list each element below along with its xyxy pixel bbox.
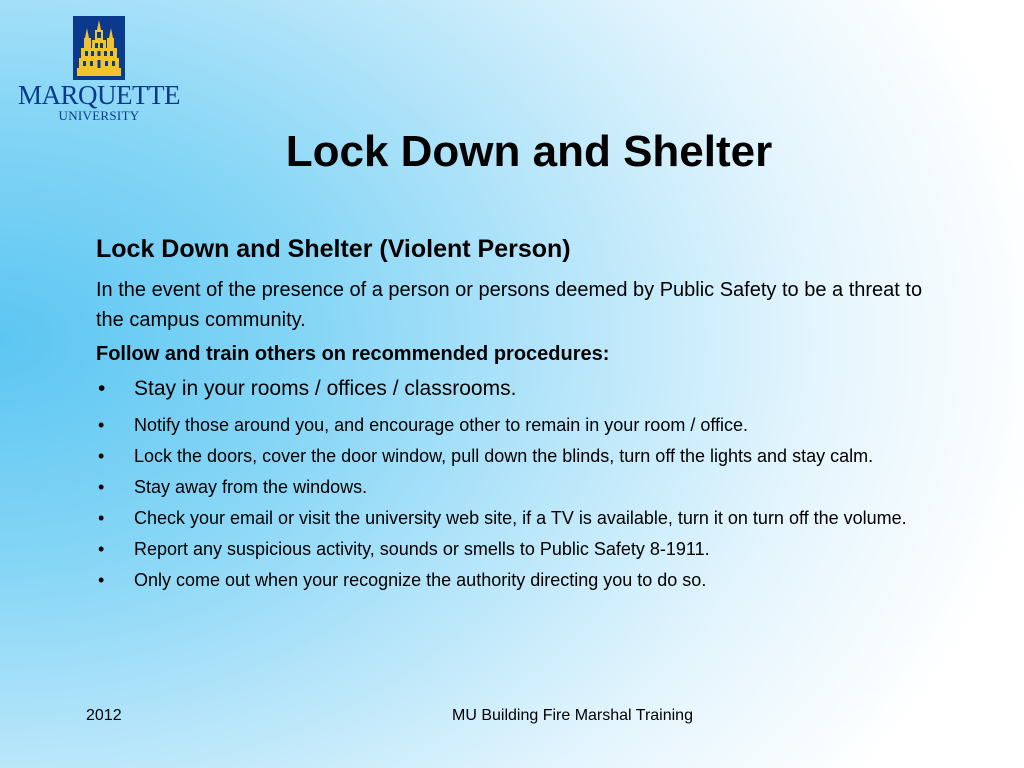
slide-content bbox=[96, 233, 936, 599]
list-item-text: Only come out when your recognize the authority directing you to do so. bbox=[134, 570, 707, 590]
list-item-text: Check your email or visit the university web site, if a TV is available, turn it on turn off the volume. bbox=[134, 508, 907, 528]
list-item bbox=[96, 444, 936, 468]
procedure-list bbox=[96, 375, 936, 592]
list-item bbox=[96, 537, 936, 561]
logo-name: MARQUETTE bbox=[18, 80, 180, 110]
list-item bbox=[96, 506, 936, 530]
list-item bbox=[96, 568, 936, 592]
slide-title: Lock Down and Shelter bbox=[285, 127, 773, 176]
bullet-dot: • bbox=[98, 446, 105, 466]
list-item-text: Lock the doors, cover the door window, pull down the blinds, turn off the lights and stay calm. bbox=[134, 446, 874, 466]
list-item-text: Report any suspicious activity, sounds or smells to Public Safety 8-1911. bbox=[134, 539, 710, 559]
bullet-dot: • bbox=[98, 477, 105, 497]
slide-subtitle: Lock Down and Shelter (Violent Person) bbox=[96, 235, 571, 263]
procedures-heading: Follow and train others on recommended procedures: bbox=[96, 343, 610, 365]
list-item-text: Stay away from the windows. bbox=[134, 477, 368, 497]
marquette-logo bbox=[14, 16, 184, 123]
footer-course: MU Building Fire Marshal Training bbox=[452, 707, 693, 724]
list-item bbox=[96, 375, 936, 403]
bullet-dot: • bbox=[98, 539, 105, 559]
logo-subname: UNIVERSITY bbox=[58, 108, 140, 123]
intro-text: In the event of the presence of a person or persons deemed by Public Safety to be a threat to the campus community. bbox=[96, 279, 923, 331]
list-item-text: Notify those around you, and encourage other to remain in your room / office. bbox=[134, 415, 749, 435]
list-item bbox=[96, 413, 936, 437]
list-item bbox=[96, 475, 936, 499]
footer-year: 2012 bbox=[86, 707, 122, 724]
bullet-dot: • bbox=[98, 415, 105, 435]
bullet-dot: • bbox=[98, 508, 105, 528]
bullet-dot: • bbox=[98, 377, 106, 400]
list-item-text: Stay in your rooms / offices / classrooms. bbox=[134, 377, 517, 400]
bullet-dot: • bbox=[98, 570, 105, 590]
tower-crest-icon bbox=[73, 16, 125, 80]
